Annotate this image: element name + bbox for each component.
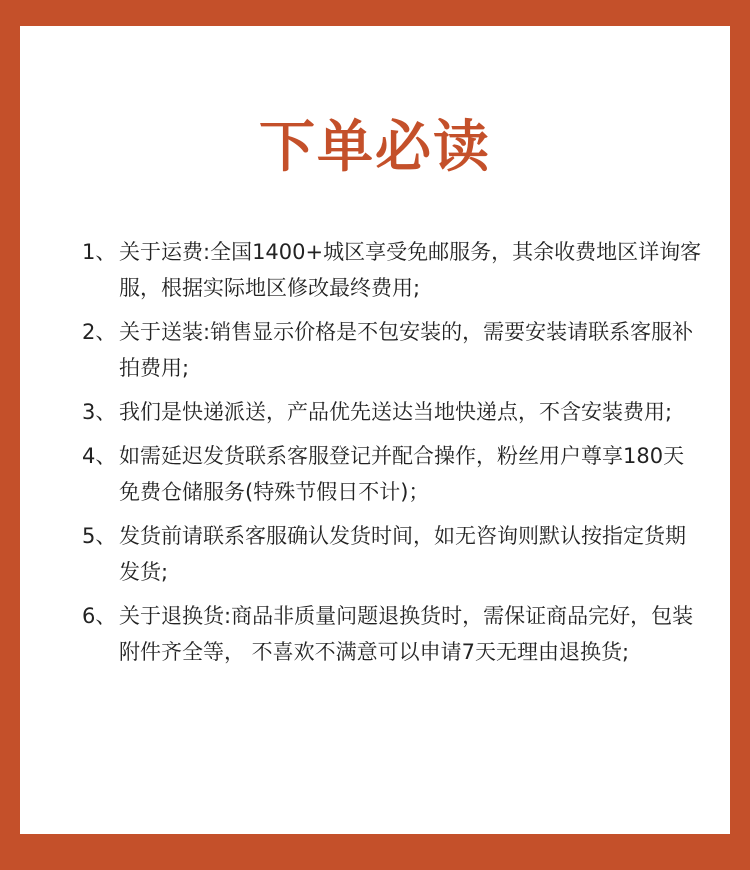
notice-text: 我们是快递派送，产品优先送达当地快递点，不含安装费用; <box>119 400 673 424</box>
notice-number: 6、 <box>82 604 117 628</box>
notice-list <box>82 234 702 678</box>
notice-number: 5、 <box>82 524 117 548</box>
notice-item-3 <box>82 394 702 430</box>
notice-item-4 <box>82 438 702 510</box>
notice-item-2 <box>82 314 702 386</box>
notice-text: 关于送装:销售显示价格是不包安装的，需要安装请联系客服补拍费用; <box>119 320 694 380</box>
notice-text: 关于运费:全国1400+城区享受免邮服务，其余收费地区详询客服，根据实际地区修改最终费用; <box>119 240 702 300</box>
notice-text: 如需延迟发货联系客服登记并配合操作，粉丝用户尊享180天免费仓储服务(特殊节假日不计)； <box>119 444 685 504</box>
notice-item-6 <box>82 598 702 670</box>
notice-number: 3、 <box>82 400 117 424</box>
page-title: 下单必读 <box>259 115 491 180</box>
notice-item-1 <box>82 234 702 306</box>
notice-number: 2、 <box>82 320 117 344</box>
notice-text: 发货前请联系客服确认发货时间，如无咨询则默认按指定货期发货; <box>119 524 686 584</box>
notice-panel <box>20 26 730 834</box>
notice-item-5 <box>82 518 702 590</box>
notice-text: 关于退换货:商品非质量问题退换货时，需保证商品完好，包装附件齐全等， 不喜欢不满意可以申请7天无理由退换货; <box>119 604 694 664</box>
notice-number: 4、 <box>82 444 117 468</box>
notice-number: 1、 <box>82 240 117 264</box>
